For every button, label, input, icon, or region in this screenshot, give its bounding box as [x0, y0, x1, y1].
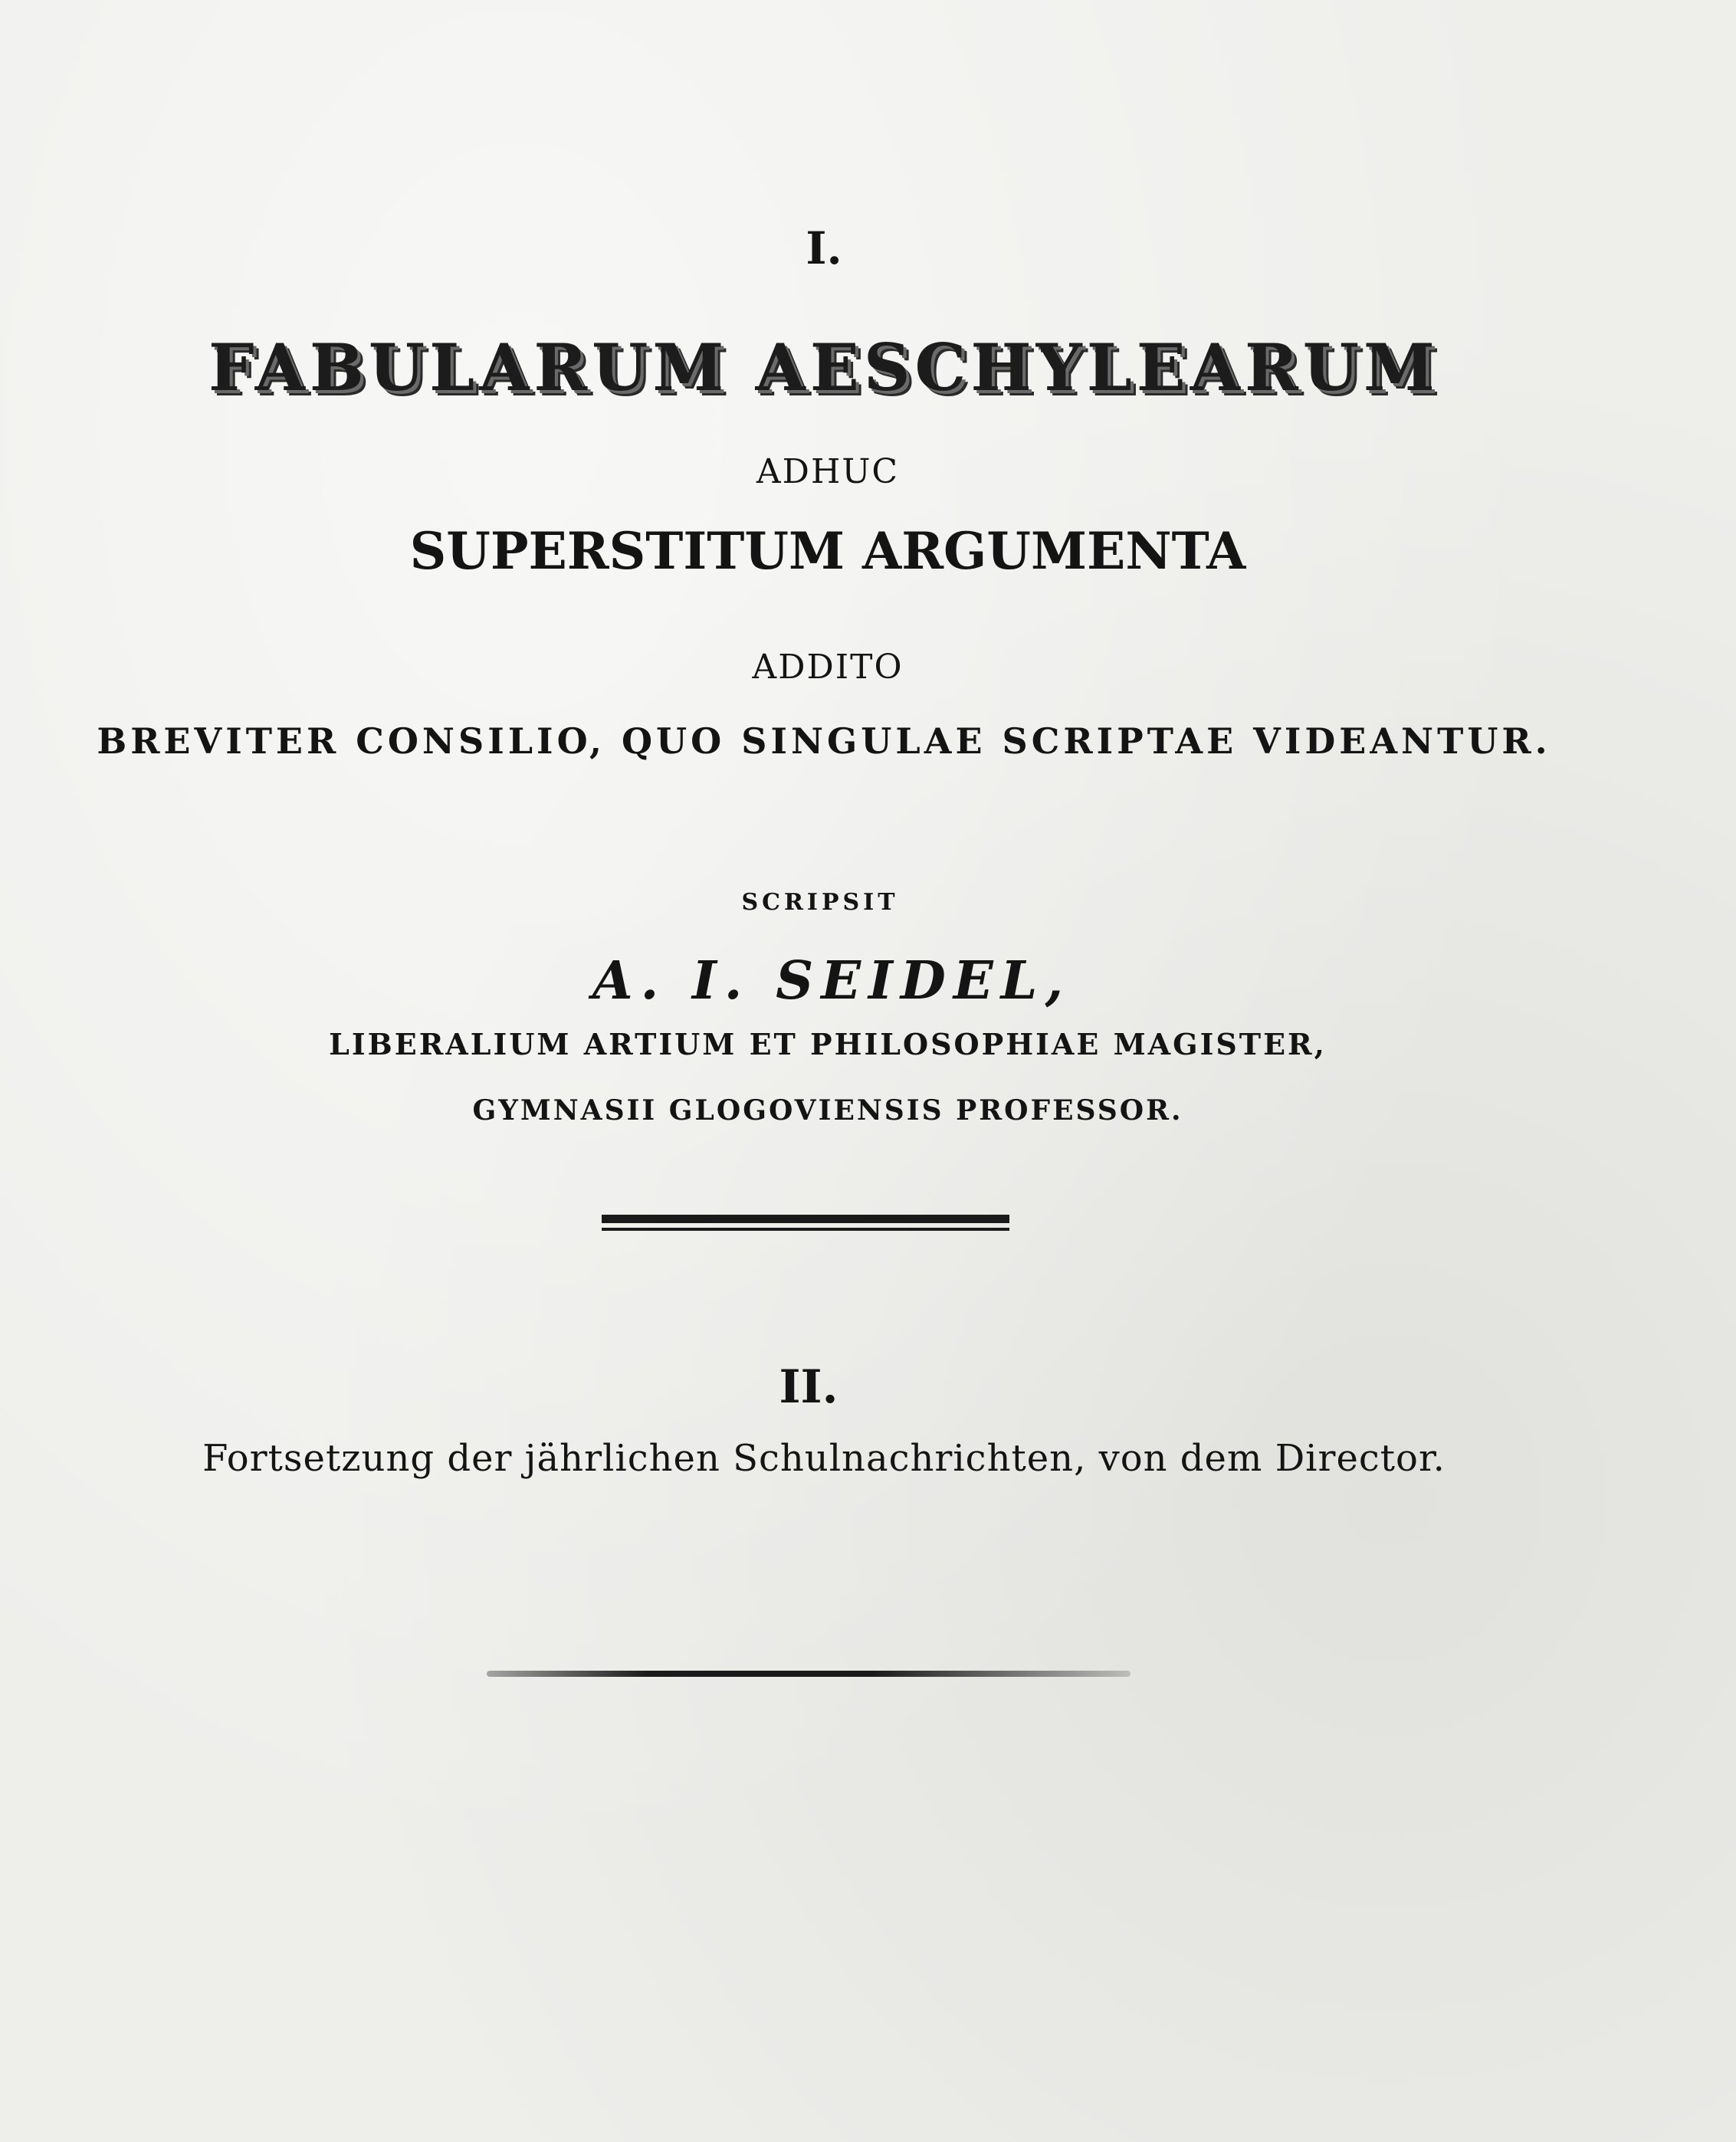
subtitle-addito: ADDITO [752, 648, 904, 687]
section-number-one: I. [806, 222, 842, 274]
subtitle-breviter: BREVITER CONSILIO, QUO SINGULAE SCRIPTAE VIDEANTUR. [97, 720, 1551, 762]
section-number-two: II. [779, 1360, 838, 1414]
author-name: A. I. SEIDEL, [592, 950, 1071, 1012]
double-rule-thick-line [602, 1215, 1009, 1223]
double-rule-divider [602, 1215, 1009, 1233]
double-rule-thin-line [602, 1228, 1009, 1231]
scripsit-label: SCRIPSIT [741, 889, 899, 916]
author-degree: LIBERALIUM ARTIUM ET PHILOSOPHIAE MAGISTER, [329, 1027, 1327, 1061]
section-two-text: Fortsetzung der jährlichen Schulnachrichten, von dem Director. [202, 1437, 1446, 1480]
subtitle-superstitum: SUPERSTITUM ARGUMENTA [409, 521, 1246, 581]
subtitle-adhuc: ADHUC [756, 452, 900, 491]
main-title: FABULARUM AESCHYLEARUM [208, 330, 1440, 405]
tapered-rule-divider [487, 1671, 1131, 1677]
author-position: GYMNASII GLOGOVIENSIS PROFESSOR. [472, 1094, 1183, 1127]
